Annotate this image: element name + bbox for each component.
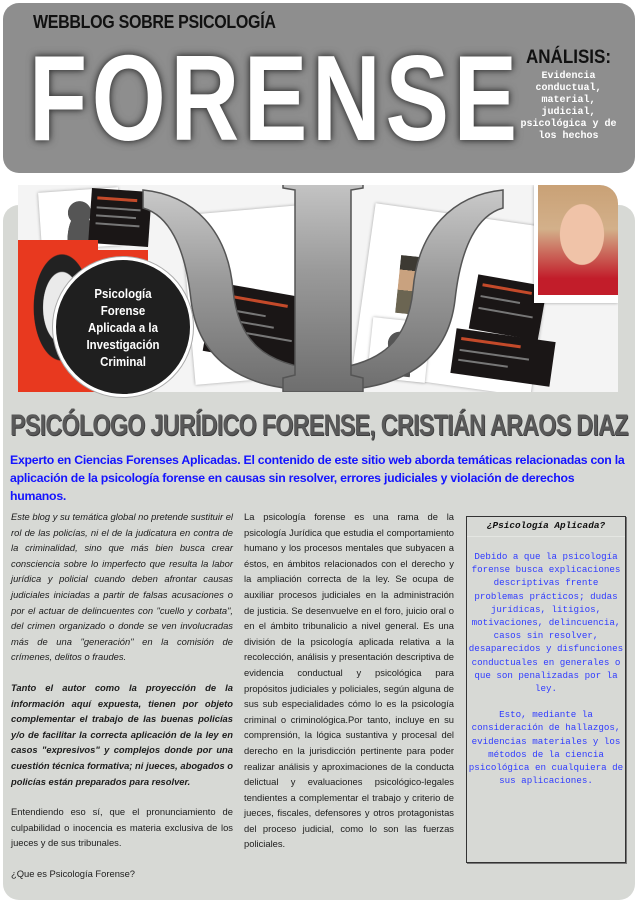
analysis-line: Evidencia <box>541 71 596 82</box>
definition-paragraph: La psicología forense es una rama de la psicología Jurídica que estudia el comportamiento humano y los procesos mentales que subyacen a éstos, en ámbitos relacionados con el derecho y la ampliación correcta de la ley. Se ocupa de auxiliar procesos judiciales en la administración de justicia. Se desenvuelve en el foro, juicio oral o en el ámbito tribunalicio a nivel general. Es una división de la psicología aplicada relativa a la recolección, análisis y presentación descriptiva de evidencia conductual y psicológica para propósitos judiciales y policiales, según alguna de sus sub especialidades cómo lo es la psicología criminal o criminológica.Por tanto, incluye en su comprensión, la lógica sustantiva y procesal del derecho en la jurisdicción pertinente para poder realizar análisis y aproximaciones de la conducta delictual y evaluaciones psicológico-legales tendientes a complementar el trabajo y criterio de jueces, fiscales, defensores y otros protagonistas del proceso judicial, como lo son las fuerzas policiales. <box>244 511 454 850</box>
topic-badge <box>53 257 193 397</box>
badge-line: Psicología Forense <box>94 285 152 318</box>
badge-line: Investigación <box>86 336 160 352</box>
analysis-title: ANÁLISIS: <box>526 45 611 68</box>
what-is-forensic-link[interactable]: ¿Que es Psicología Forense? <box>11 867 136 879</box>
judgement-paragraph: Entendiendo eso sí, que el pronunciamiento de culpabilidad o inocencia es materia exclusiva de los jueces y de sus tribunales. <box>11 806 233 849</box>
masthead <box>3 3 635 173</box>
badge-line: Criminal <box>100 353 146 369</box>
analysis-line: psicológica y de <box>520 119 617 130</box>
analysis-line: judicial, <box>541 107 596 118</box>
sidebox-body <box>467 550 625 787</box>
analysis-line: conductual, <box>535 83 602 94</box>
purpose-paragraph: Tanto el autor como la proyección de la información aquí expuesta, tienen por objeto complementar el trabajo de las buenas policías y/o de facilitar la correcta aplicación de la ley en casos "expresivos" y complejos donde por una cuestión técnica formativa; ni jueces, abogados o policías están preparados para resolver. <box>11 681 233 787</box>
sidebox-paragraph: Debido a que la psicología forense busca explicaciones descriptivas frente problemas prácticos; dudas jurídicas, litigios, motivaciones, delincuencia, casos sin resolver, desaparecidos y disfunciones conductuales en generales o que son penalizadas por la ley. <box>468 551 624 695</box>
masthead-title: FORENSE <box>29 30 522 166</box>
disclaimer-paragraph: Este blog y su temática global no pretende sustituir el rol de las policías, ni el de la judicatura en contra de la criminalidad, sino que más bien busca crear consciencia sobre lo imperfecto que resulta la labor jurídica y policial cuando deben afrontar causas judiciales iniciadas a partir de falsas acusaciones o por el actuar de delincuentes con "cuello y corbata", del crimen organizado o donde se ven involucradas más de una "generación" en la comisión de crímenes, delitos o fraudes. <box>11 511 234 663</box>
sidebox-paragraph: Esto, mediante la consideración de hallazgos, evidencias materiales y los métodos de la ciencia psicológica en cualquiera de sus aplicaciones. <box>468 709 624 787</box>
masthead-subtitle: WEBBLOG SOBRE PSICOLOGÍA <box>33 13 276 33</box>
child-photo <box>538 185 618 295</box>
intro-column <box>11 509 233 896</box>
author-tagline: Experto en Ciencias Forenses Aplicadas. El contenido de este sitio web aborda temáticas relacionadas con la aplicación de la psicología forense en causas sin resolver, errores judiciales y violación de derechos humanos. <box>10 453 625 503</box>
author-heading: PSICÓLOGO JURÍDICO FORENSE, CRISTIÁN ARAOS DIAZ <box>10 409 628 442</box>
definition-column <box>244 509 454 867</box>
analysis-list <box>506 71 631 143</box>
badge-text <box>75 285 172 370</box>
analysis-line: los hechos <box>538 131 599 142</box>
analysis-block <box>506 47 631 143</box>
sidebox-title: ¿Psicología Aplicada? <box>467 520 625 537</box>
applied-psychology-box <box>466 516 626 863</box>
badge-line: Aplicada a la <box>88 319 158 335</box>
analysis-line: material, <box>541 95 596 106</box>
